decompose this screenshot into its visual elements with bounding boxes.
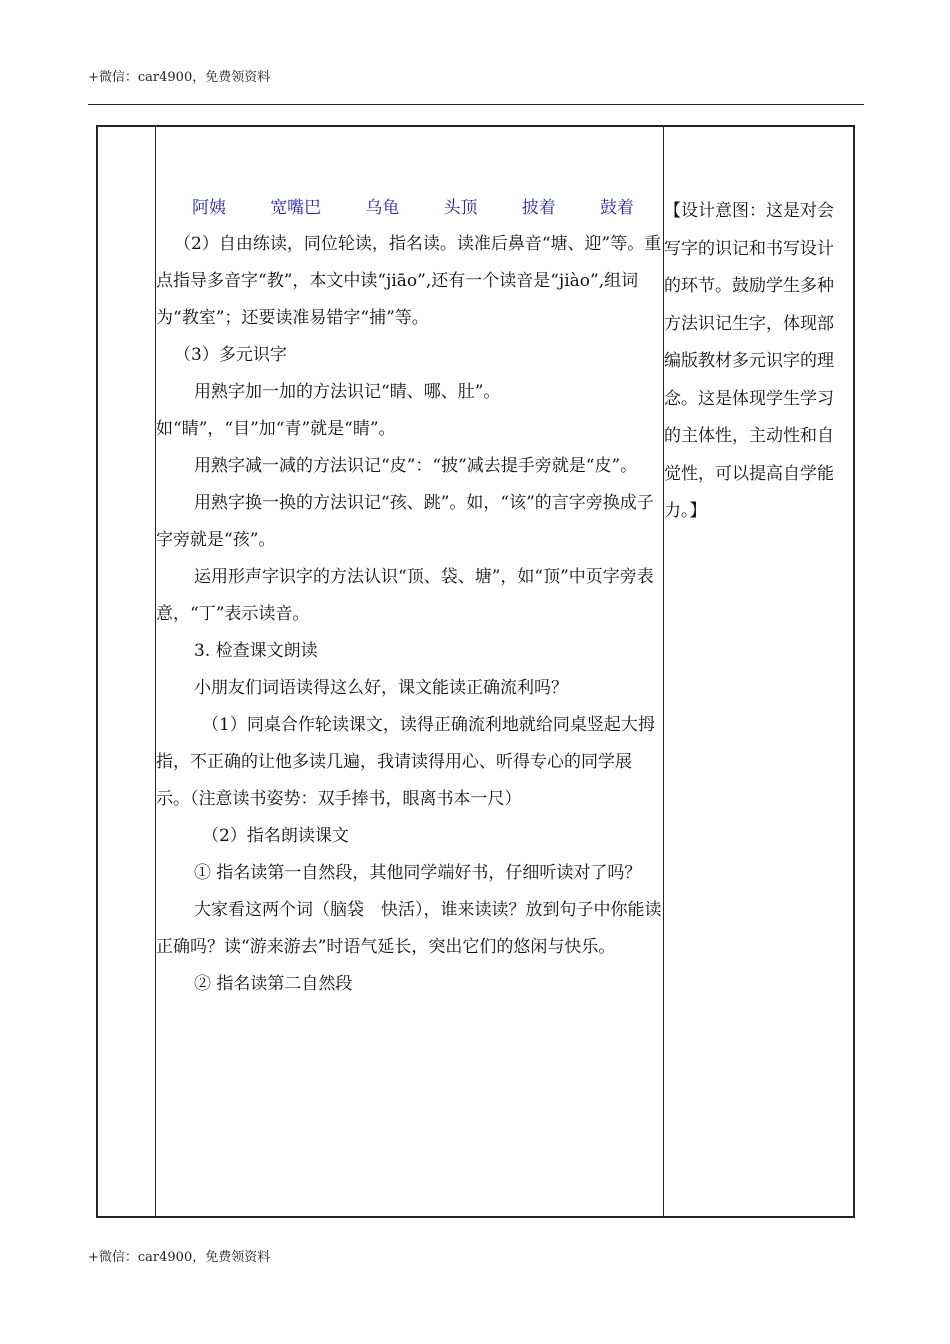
word-item: 披着 <box>521 198 556 218</box>
paragraph: 用熟字减一减的方法识记“皮”：“披”减去提手旁就是“皮”。 <box>194 456 638 476</box>
paragraph: 运用形声字识字的方法认识“顶、袋、塘”，如“顶”中页字旁表意，“丁”表示读音。 <box>156 567 654 624</box>
word-item: 鼓着 <box>599 198 634 218</box>
paragraph: 用熟字加一加的方法识记“睛、哪、肚”。如“睛”，“目”加“青”就是“睛”。 <box>156 382 501 439</box>
word-item: 阿姨 <box>192 198 226 218</box>
page-header: +微信：car4900，免费领资料 <box>88 70 271 85</box>
paragraph: 用熟字换一换的方法识记“孩、跳”。如，“该”的言字旁换成子字旁就是“孩”。 <box>156 493 654 550</box>
design-intent-note: 【设计意图：这是对会写字的识记和书写设计的环节。鼓励学生多种方法识记生字，体现部编版教材多元识字的理念。这是体现学生学习的主体性，主动性和自觉性，可以提高自学能力。】 <box>664 201 834 521</box>
word-item: 宽嘴巴 <box>270 198 322 218</box>
paragraph: （2）自由练读，同位轮读，指名读。读准后鼻音“塘、迎”等。重点指导多音字“教”，本文中读“jiāo”,还有一个读音是“jiào”,组词为“教室”；还要读准易错字“捕”等。 <box>156 234 662 328</box>
paragraph: （3）多元识字 <box>174 345 287 365</box>
paragraph: ② 指名读第二自然段 <box>194 974 353 994</box>
lesson-content <box>156 190 662 1003</box>
paragraph: ① 指名读第一自然段，其他同学端好书，仔细听读对了吗？ <box>194 863 642 883</box>
paragraph: 小朋友们词语读得这么好，课文能读正确流利吗？ <box>194 678 568 698</box>
word-item: 头顶 <box>443 198 478 218</box>
page-footer: +微信：car4900，免费领资料 <box>88 1250 271 1265</box>
vocabulary-words <box>156 190 662 226</box>
word-item: 乌龟 <box>365 198 400 218</box>
paragraph: （2）指名朗读课文 <box>202 826 349 846</box>
header-divider <box>88 104 864 105</box>
paragraph: 大家看这两个词（脑袋 快活），谁来读读？放到句子中你能读正确吗？读“游来游去”时语气延长，突出它们的悠闲与快乐。 <box>156 900 662 957</box>
paragraph: （1）同桌合作轮读课文，读得正确流利地就给同桌竖起大拇指，不正确的让他多读几遍，我请读得用心、听得专心的同学展示。（注意读书姿势：双手捧书，眼离书本一尺） <box>156 715 655 809</box>
section-heading: 3. 检查课文朗读 <box>194 641 318 661</box>
